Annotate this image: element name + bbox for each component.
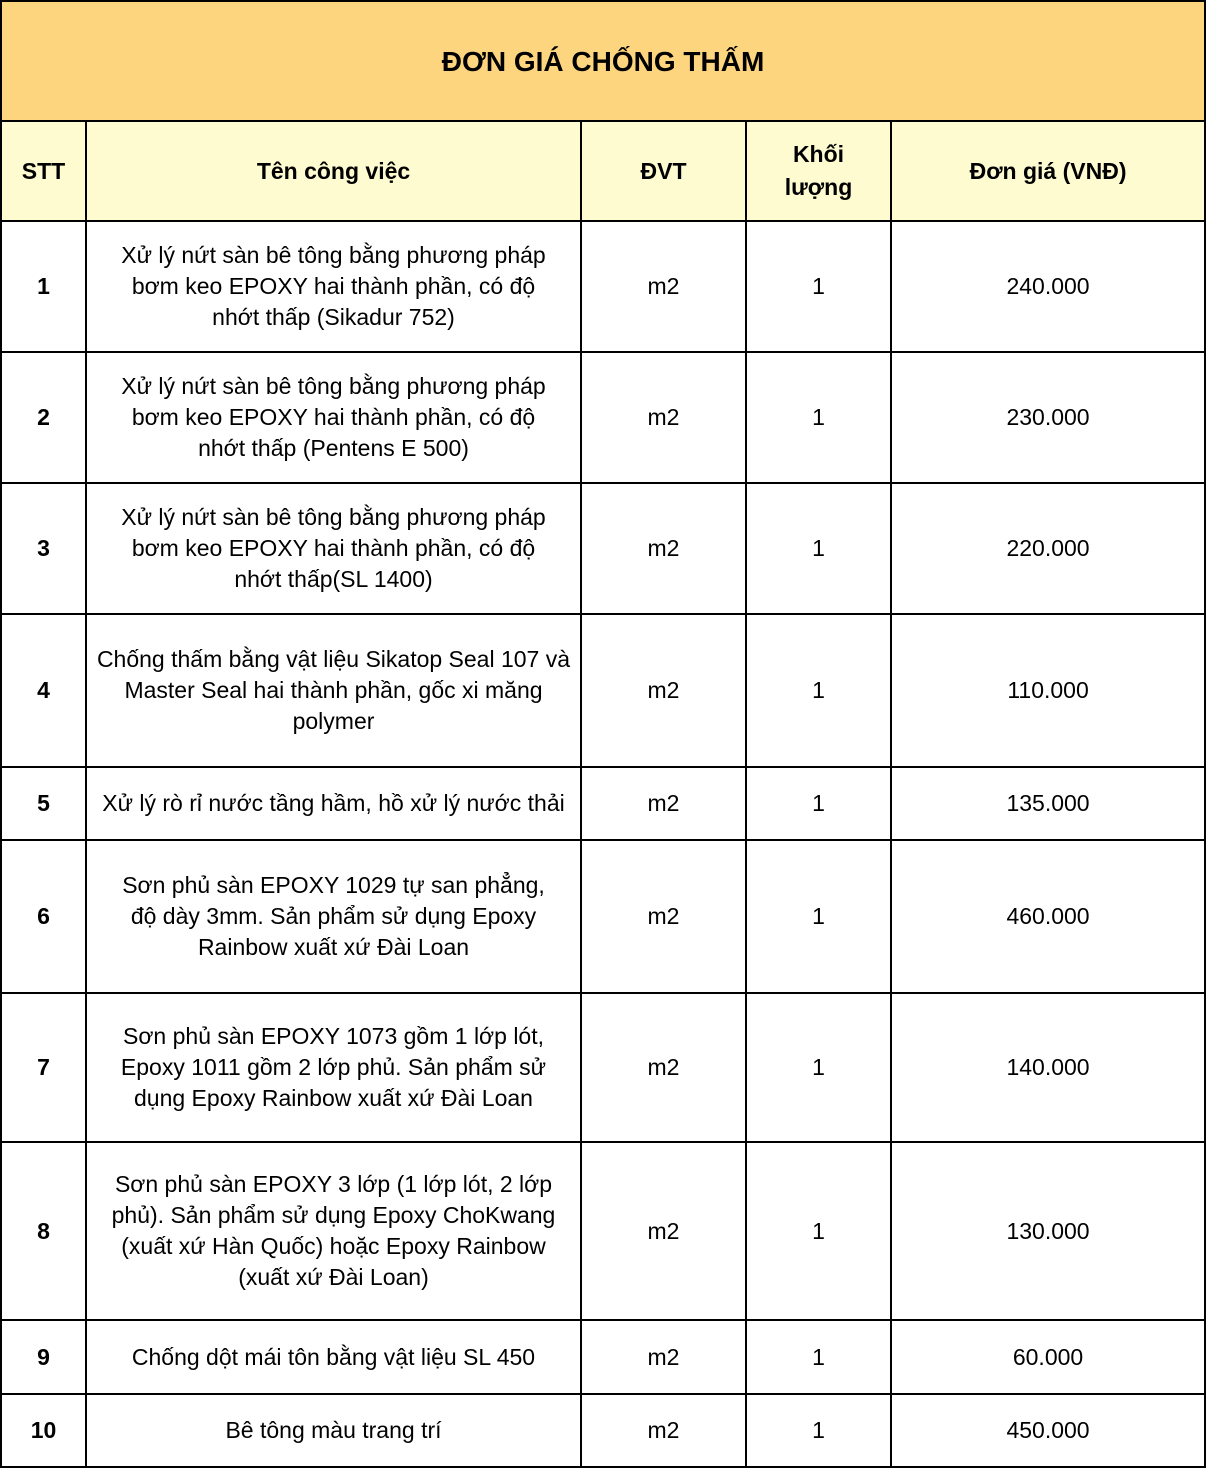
cell-price: 240.000 — [891, 221, 1205, 352]
header-name: Tên công việc — [86, 121, 581, 221]
cell-stt: 2 — [1, 352, 86, 483]
header-qty-line2: lượng — [784, 174, 853, 200]
cell-qty: 1 — [746, 614, 891, 767]
header-price: Đơn giá (VNĐ) — [891, 121, 1205, 221]
cell-qty: 1 — [746, 993, 891, 1142]
cell-unit: m2 — [581, 483, 746, 614]
table-row — [1, 614, 1205, 767]
cell-name: Xử lý nứt sàn bê tông bằng phương pháp bơm keo EPOXY hai thành phần, có độ nhớt thấp (Pentens E 500) — [86, 352, 581, 483]
table-row — [1, 1142, 1205, 1320]
table-title: ĐƠN GIÁ CHỐNG THẤM — [1, 1, 1205, 121]
cell-name: Chống dột mái tôn bằng vật liệu SL 450 — [86, 1320, 581, 1394]
header-row — [1, 121, 1205, 221]
header-qty-line1: Khối — [792, 141, 845, 167]
table-row — [1, 221, 1205, 352]
cell-price: 135.000 — [891, 767, 1205, 840]
cell-qty: 1 — [746, 840, 891, 993]
cell-name: Sơn phủ sàn EPOXY 3 lớp (1 lớp lót, 2 lớp phủ). Sản phẩm sử dụng Epoxy ChoKwang (xuất xứ Hàn Quốc) hoặc Epoxy Rainbow (xuất xứ Đài Loan) — [86, 1142, 581, 1320]
table-row — [1, 767, 1205, 840]
cell-unit: m2 — [581, 1320, 746, 1394]
cell-price: 220.000 — [891, 483, 1205, 614]
cell-stt: 7 — [1, 993, 86, 1142]
cell-unit: m2 — [581, 221, 746, 352]
cell-price: 140.000 — [891, 993, 1205, 1142]
cell-stt: 9 — [1, 1320, 86, 1394]
table-row — [1, 840, 1205, 993]
cell-stt: 6 — [1, 840, 86, 993]
cell-name: Bê tông màu trang trí — [86, 1394, 581, 1467]
cell-name: Xử lý nứt sàn bê tông bằng phương pháp bơm keo EPOXY hai thành phần, có độ nhớt thấp(SL 1400) — [86, 483, 581, 614]
table-row — [1, 352, 1205, 483]
cell-name: Sơn phủ sàn EPOXY 1073 gồm 1 lớp lót, Epoxy 1011 gồm 2 lớp phủ. Sản phẩm sử dụng Epoxy Rainbow xuất xứ Đài Loan — [86, 993, 581, 1142]
cell-qty: 1 — [746, 221, 891, 352]
cell-unit: m2 — [581, 1142, 746, 1320]
cell-qty: 1 — [746, 1142, 891, 1320]
cell-stt: 3 — [1, 483, 86, 614]
cell-name: Xử lý rò rỉ nước tầng hầm, hồ xử lý nước thải — [86, 767, 581, 840]
cell-unit: m2 — [581, 767, 746, 840]
cell-unit: m2 — [581, 352, 746, 483]
header-stt: STT — [1, 121, 86, 221]
cell-unit: m2 — [581, 840, 746, 993]
cell-unit: m2 — [581, 614, 746, 767]
cell-qty: 1 — [746, 1320, 891, 1394]
cell-stt: 1 — [1, 221, 86, 352]
cell-stt: 5 — [1, 767, 86, 840]
cell-price: 110.000 — [891, 614, 1205, 767]
cell-name: Chống thấm bằng vật liệu Sikatop Seal 107 và Master Seal hai thành phần, gốc xi măng polymer — [86, 614, 581, 767]
cell-qty: 1 — [746, 1394, 891, 1467]
cell-stt: 8 — [1, 1142, 86, 1320]
cell-unit: m2 — [581, 993, 746, 1142]
cell-qty: 1 — [746, 483, 891, 614]
cell-unit: m2 — [581, 1394, 746, 1467]
table-row — [1, 483, 1205, 614]
cell-qty: 1 — [746, 352, 891, 483]
cell-price: 460.000 — [891, 840, 1205, 993]
cell-price: 60.000 — [891, 1320, 1205, 1394]
header-unit: ĐVT — [581, 121, 746, 221]
cell-price: 450.000 — [891, 1394, 1205, 1467]
table-row — [1, 1394, 1205, 1467]
cell-qty: 1 — [746, 767, 891, 840]
cell-stt: 4 — [1, 614, 86, 767]
table-row — [1, 1320, 1205, 1394]
cell-price: 230.000 — [891, 352, 1205, 483]
table-row — [1, 993, 1205, 1142]
cell-stt: 10 — [1, 1394, 86, 1467]
cell-name: Xử lý nứt sàn bê tông bằng phương pháp bơm keo EPOXY hai thành phần, có độ nhớt thấp (Sikadur 752) — [86, 221, 581, 352]
cell-name: Sơn phủ sàn EPOXY 1029 tự san phẳng, độ dày 3mm. Sản phẩm sử dụng Epoxy Rainbow xuất xứ Đài Loan — [86, 840, 581, 993]
header-qty — [746, 121, 891, 221]
cell-price: 130.000 — [891, 1142, 1205, 1320]
